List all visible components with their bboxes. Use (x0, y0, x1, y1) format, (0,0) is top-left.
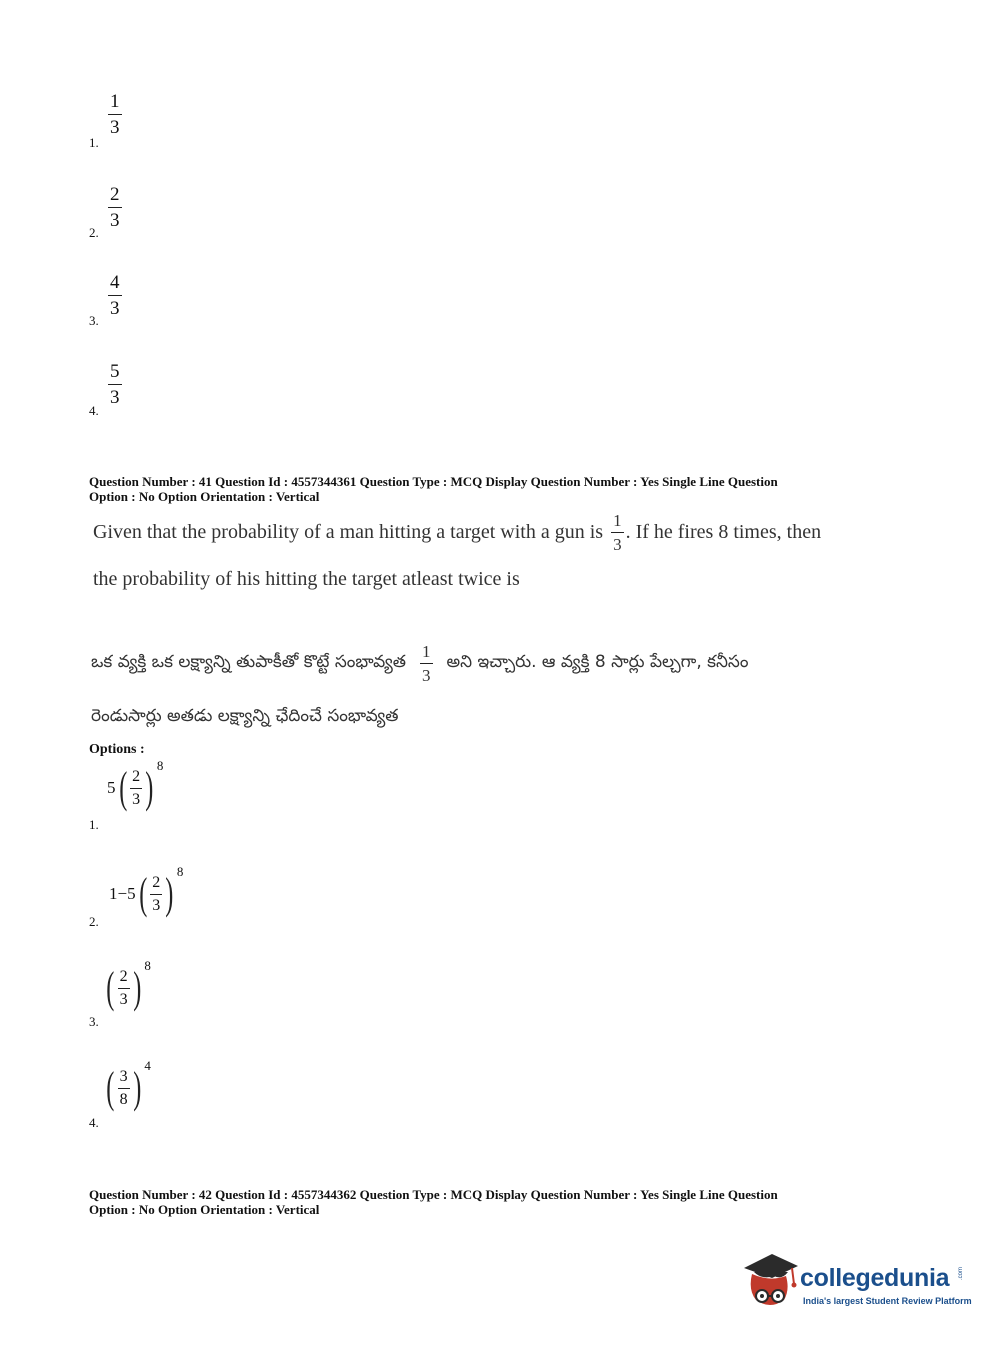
option-2[interactable] (89, 864, 289, 932)
question-text-telugu: ఒక వ్యక్తి ఒక లక్ష్యాన్ని తుపాకీతో కొట్టే సంభావ్యత (91, 651, 406, 672)
question-41-meta (89, 474, 889, 504)
logo-dotcom: .com (958, 1267, 964, 1281)
numerator: 1 (108, 92, 122, 115)
option-number: 2. (89, 914, 99, 929)
question-41-text-en-line2: the probability of his hitting the target atleast twice is (93, 568, 520, 590)
question-text: . If he fires 8 times, then (625, 521, 822, 543)
numerator: 2 (108, 185, 122, 208)
exponent: 8 (156, 758, 164, 773)
question-meta-line-2: Option : No Option Orientation : Vertical (89, 1202, 320, 1217)
coefficient: 1−5 (109, 884, 136, 903)
base-fraction (130, 769, 142, 808)
denominator: 3 (110, 117, 120, 138)
denominator: 3 (613, 535, 622, 554)
options-label: Options : (89, 742, 145, 757)
right-paren: ) (132, 963, 142, 1012)
numerator: 1 (611, 512, 624, 533)
exponent: 8 (176, 864, 184, 879)
option-fraction (108, 273, 122, 318)
collegedunia-logo[interactable] (742, 1250, 972, 1320)
option-fraction (108, 92, 122, 137)
denominator: 3 (110, 387, 120, 408)
denominator: 3 (110, 210, 120, 231)
question-meta-line-2: Option : No Option Orientation : Vertical (89, 489, 320, 504)
question-41-text-te-line1 (91, 643, 749, 684)
probability-fraction (611, 512, 624, 553)
question-meta-line-1: Question Number : 41 Question Id : 4557344361 Question Type : MCQ Display Question Number : Yes Single Line Question (89, 474, 778, 489)
denominator: 3 (132, 790, 141, 808)
option-number: 4. (89, 1115, 99, 1130)
option-number: 1. (89, 817, 99, 832)
numerator: 4 (108, 273, 122, 296)
option-expression (103, 958, 151, 1012)
left-paren: ( (106, 963, 115, 1012)
left-paren: ( (106, 1063, 115, 1112)
denominator: 3 (422, 666, 431, 685)
option-fraction (108, 362, 122, 407)
right-paren: ) (132, 1063, 142, 1112)
question-text-telugu: అని ఇచ్చారు. ఆ వ్యక్తి 8 సార్లు పేల్చగా, కనీసం (446, 651, 749, 672)
option-expression (103, 1058, 151, 1112)
student-mascot-icon (742, 1250, 800, 1317)
option-expression (107, 758, 164, 812)
right-paren: ) (145, 763, 154, 812)
option-3[interactable] (89, 958, 289, 1032)
option-number: 2. (89, 225, 99, 240)
option-expression (109, 864, 184, 918)
question-meta-line-1: Question Number : 42 Question Id : 4557344362 Question Type : MCQ Display Question Number : Yes Single Line Question (89, 1187, 778, 1202)
numerator: 2 (130, 769, 142, 789)
exponent: 8 (144, 958, 151, 973)
denominator: 8 (119, 1090, 128, 1108)
logo-tagline: India's largest Student Review Platform (803, 1296, 972, 1306)
question-41-text-te-line2: రెండుసార్లు అతడు లక్ష్యాన్ని ఛేదించే సంభావ్యత (91, 706, 399, 726)
left-paren: ( (138, 869, 147, 918)
option-number: 4. (89, 403, 99, 418)
right-paren: ) (165, 869, 174, 918)
logo-name: collegedunia (800, 1264, 950, 1292)
option-fraction (108, 185, 122, 230)
option-number: 1. (89, 135, 99, 150)
question-41-text-en-line1 (93, 512, 821, 553)
question-text: Given that the probability of a man hitting a target with a gun is (93, 521, 604, 543)
base-fraction (118, 1069, 130, 1108)
numerator: 2 (150, 875, 162, 895)
option-number: 3. (89, 1014, 99, 1029)
coefficient: 5 (107, 778, 116, 797)
left-paren: ( (118, 763, 127, 812)
base-fraction (118, 969, 130, 1008)
denominator: 3 (152, 896, 161, 914)
denominator: 3 (119, 990, 128, 1008)
numerator: 5 (108, 362, 122, 385)
denominator: 3 (110, 298, 120, 319)
exponent: 4 (144, 1058, 151, 1073)
numerator: 3 (118, 1069, 130, 1089)
base-fraction (150, 875, 162, 914)
option-number: 3. (89, 313, 99, 328)
numerator: 2 (118, 969, 130, 989)
probability-fraction (420, 643, 433, 684)
option-1[interactable] (89, 758, 289, 836)
numerator: 1 (420, 643, 433, 664)
question-42-meta (89, 1187, 889, 1217)
option-4[interactable] (89, 1058, 289, 1132)
